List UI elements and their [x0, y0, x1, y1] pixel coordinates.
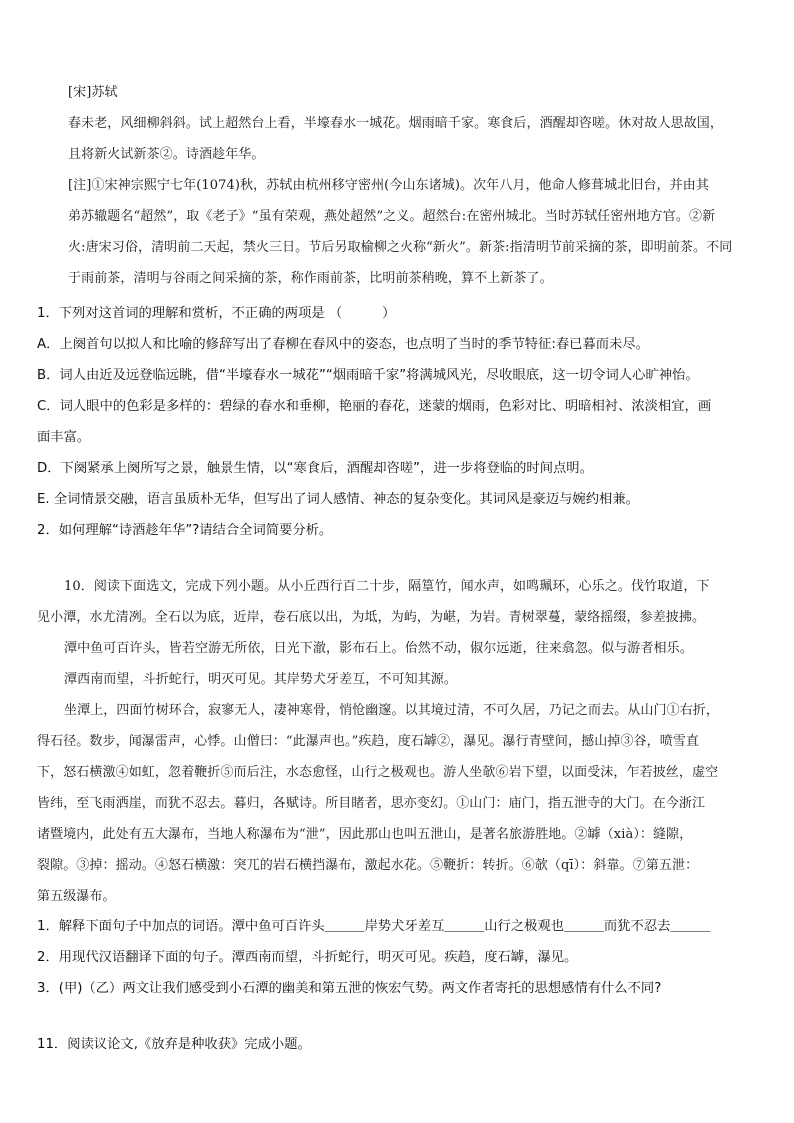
passage-line-7: 下，怒石横激④如虹，忽着鞭折⑤而后注，水态愈怪，山行之极观也。游人坐欹⑥岩下望，以面受沫，乍若披丝，虚空 [37, 765, 719, 780]
option-b: B．词人由近及远登临远眺，借“半壕春水一城花”“烟雨暗千家”将满城风光，尽收眼底，这一切令词人心旷神怡。 [37, 368, 699, 383]
note-line-4: 于雨前茶，清明与谷雨之间采摘的茶，称作雨前茶，比明前茶稍晚，算不上新茶了。 [68, 271, 553, 286]
passage-line-10: 裂隙。③掉：摇动。④怒石横激：突兀的岩石横挡瀑布，激起水花。⑤鞭折：转折。⑥欹（qī）：斜靠。⑦第五泄： [37, 858, 699, 873]
question-2: 2．如何理解“诗酒趁年华”?请结合全词简要分析。 [37, 523, 333, 538]
subquestion-2: 2．用现代汉语翻译下面的句子。潭西南而望，斗折蛇行，明灭可见。疾趋，度石罅，瀑见。 [37, 950, 578, 965]
passage-line-5: 坐潭上，四面竹树环合，寂寥无人，凄神寒骨，悄怆幽邃。以其境过清，不可久居，乃记之而去。从山门①右折， [64, 703, 720, 718]
passage-line-6: 得石径。数步，闻瀑雷声，心悸。山僧曰：“此瀑声也。”疾趋，度石罅②，瀑见。瀑行青壁间，撼山掉③谷，喷雪直 [37, 734, 699, 749]
note-line-3: 火:唐宋习俗，清明前二天起，禁火三日。节后另取榆柳之火称“新火”。新茶:指清明节前采摘的茶，即明前茶。不同 [68, 240, 733, 255]
passage-line-1: 10．阅读下面选文，完成下列小题。从小丘西行百二十步，隔篁竹，闻水声，如鸣珮环，心乐之。伐竹取道，下 [64, 579, 710, 594]
passage-line-2: 见小潭，水尤清冽。全石以为底，近岸，卷石底以出，为坻，为屿，为嵁，为岩。青树翠蔓，蒙络摇缀，参差披拂。 [37, 610, 706, 625]
passage-line-9: 诸暨境内，此处有五大瀑布，当地人称瀑布为“泄”，因此那山也叫五泄山，是著名旅游胜地。②罅（xià）：缝隙， [37, 827, 693, 842]
option-e: E. 全词情景交融，语言虽质朴无华，但写出了词人感情、神态的复杂变化。其词风是豪迈与婉约相兼。 [37, 492, 639, 507]
poem-author: [宋]苏轼 [68, 85, 118, 100]
passage-line-4: 潭西南而望，斗折蛇行，明灭可见。其岸势犬牙差互，不可知其源。 [64, 672, 458, 687]
question-1: 1．下列对这首词的理解和赏析，不正确的两项是 （ ） [37, 306, 396, 321]
poem-line-2: 且将新火试新茶②。诗酒趁年华。 [68, 147, 265, 162]
poem-line-1: 春未老，风细柳斜斜。试上超然台上看，半壕春水一城花。烟雨暗千家。寒食后，酒醒却咨嗟。休对故人思故国， [68, 116, 724, 131]
option-d: D．下阕紧承上阕所写之景，触景生情，以“寒食后，酒醒却咨嗟”，进一步将登临的时间点明。 [37, 461, 593, 476]
passage-line-3: 潭中鱼可百许头，皆若空游无所依，日光下澈，影布石上。佁然不动，俶尔远逝，往来翕忽。似与游者相乐。 [64, 641, 693, 656]
subquestion-1: 1．解释下面句子中加点的词语。潭中鱼可百许头＿＿＿岸势犬牙差互＿＿＿山行之极观也＿＿＿而犹不忍去＿＿＿ [37, 919, 711, 934]
question-11: 11．阅读议论文,《放弃是种收获》完成小题。 [37, 1037, 311, 1052]
passage-line-8: 皆纬，至飞雨洒崖，而犹不忍去。暮归，各赋诗。所目睹者，思亦变幻。①山门：庙门，指五泄寺的大门。在今浙江 [37, 796, 706, 811]
option-c: C．词人眼中的色彩是多样的：碧绿的春水和垂柳，艳丽的春花，迷蒙的烟雨，色彩对比、明暗相衬、浓淡相宜，画 [37, 399, 712, 414]
passage-line-11: 第五级瀑布。 [37, 889, 116, 904]
note-line-2: 弟苏辙题名“超然”，取《老子》“虽有荣观，燕处超然”之义。超然台:在密州城北。当时苏轼任密州地方官。②新 [68, 209, 716, 224]
option-c-cont: 面丰富。 [37, 430, 91, 445]
subquestion-3: 3．(甲)（乙）两文让我们感受到小石潭的幽美和第五泄的恢宏气势。两文作者寄托的思想感情有什么不同? [37, 981, 662, 996]
option-a: A．上阕首句以拟人和比喻的修辞写出了春柳在春风中的姿态，也点明了当时的季节特征:春已暮而未尽。 [37, 337, 649, 352]
note-line-1: [注]①宋神宗熙宁七年(1074)秋，苏轼由杭州移守密州(今山东诸城)。次年八月，他命人修葺城北旧台，并由其 [68, 178, 709, 193]
